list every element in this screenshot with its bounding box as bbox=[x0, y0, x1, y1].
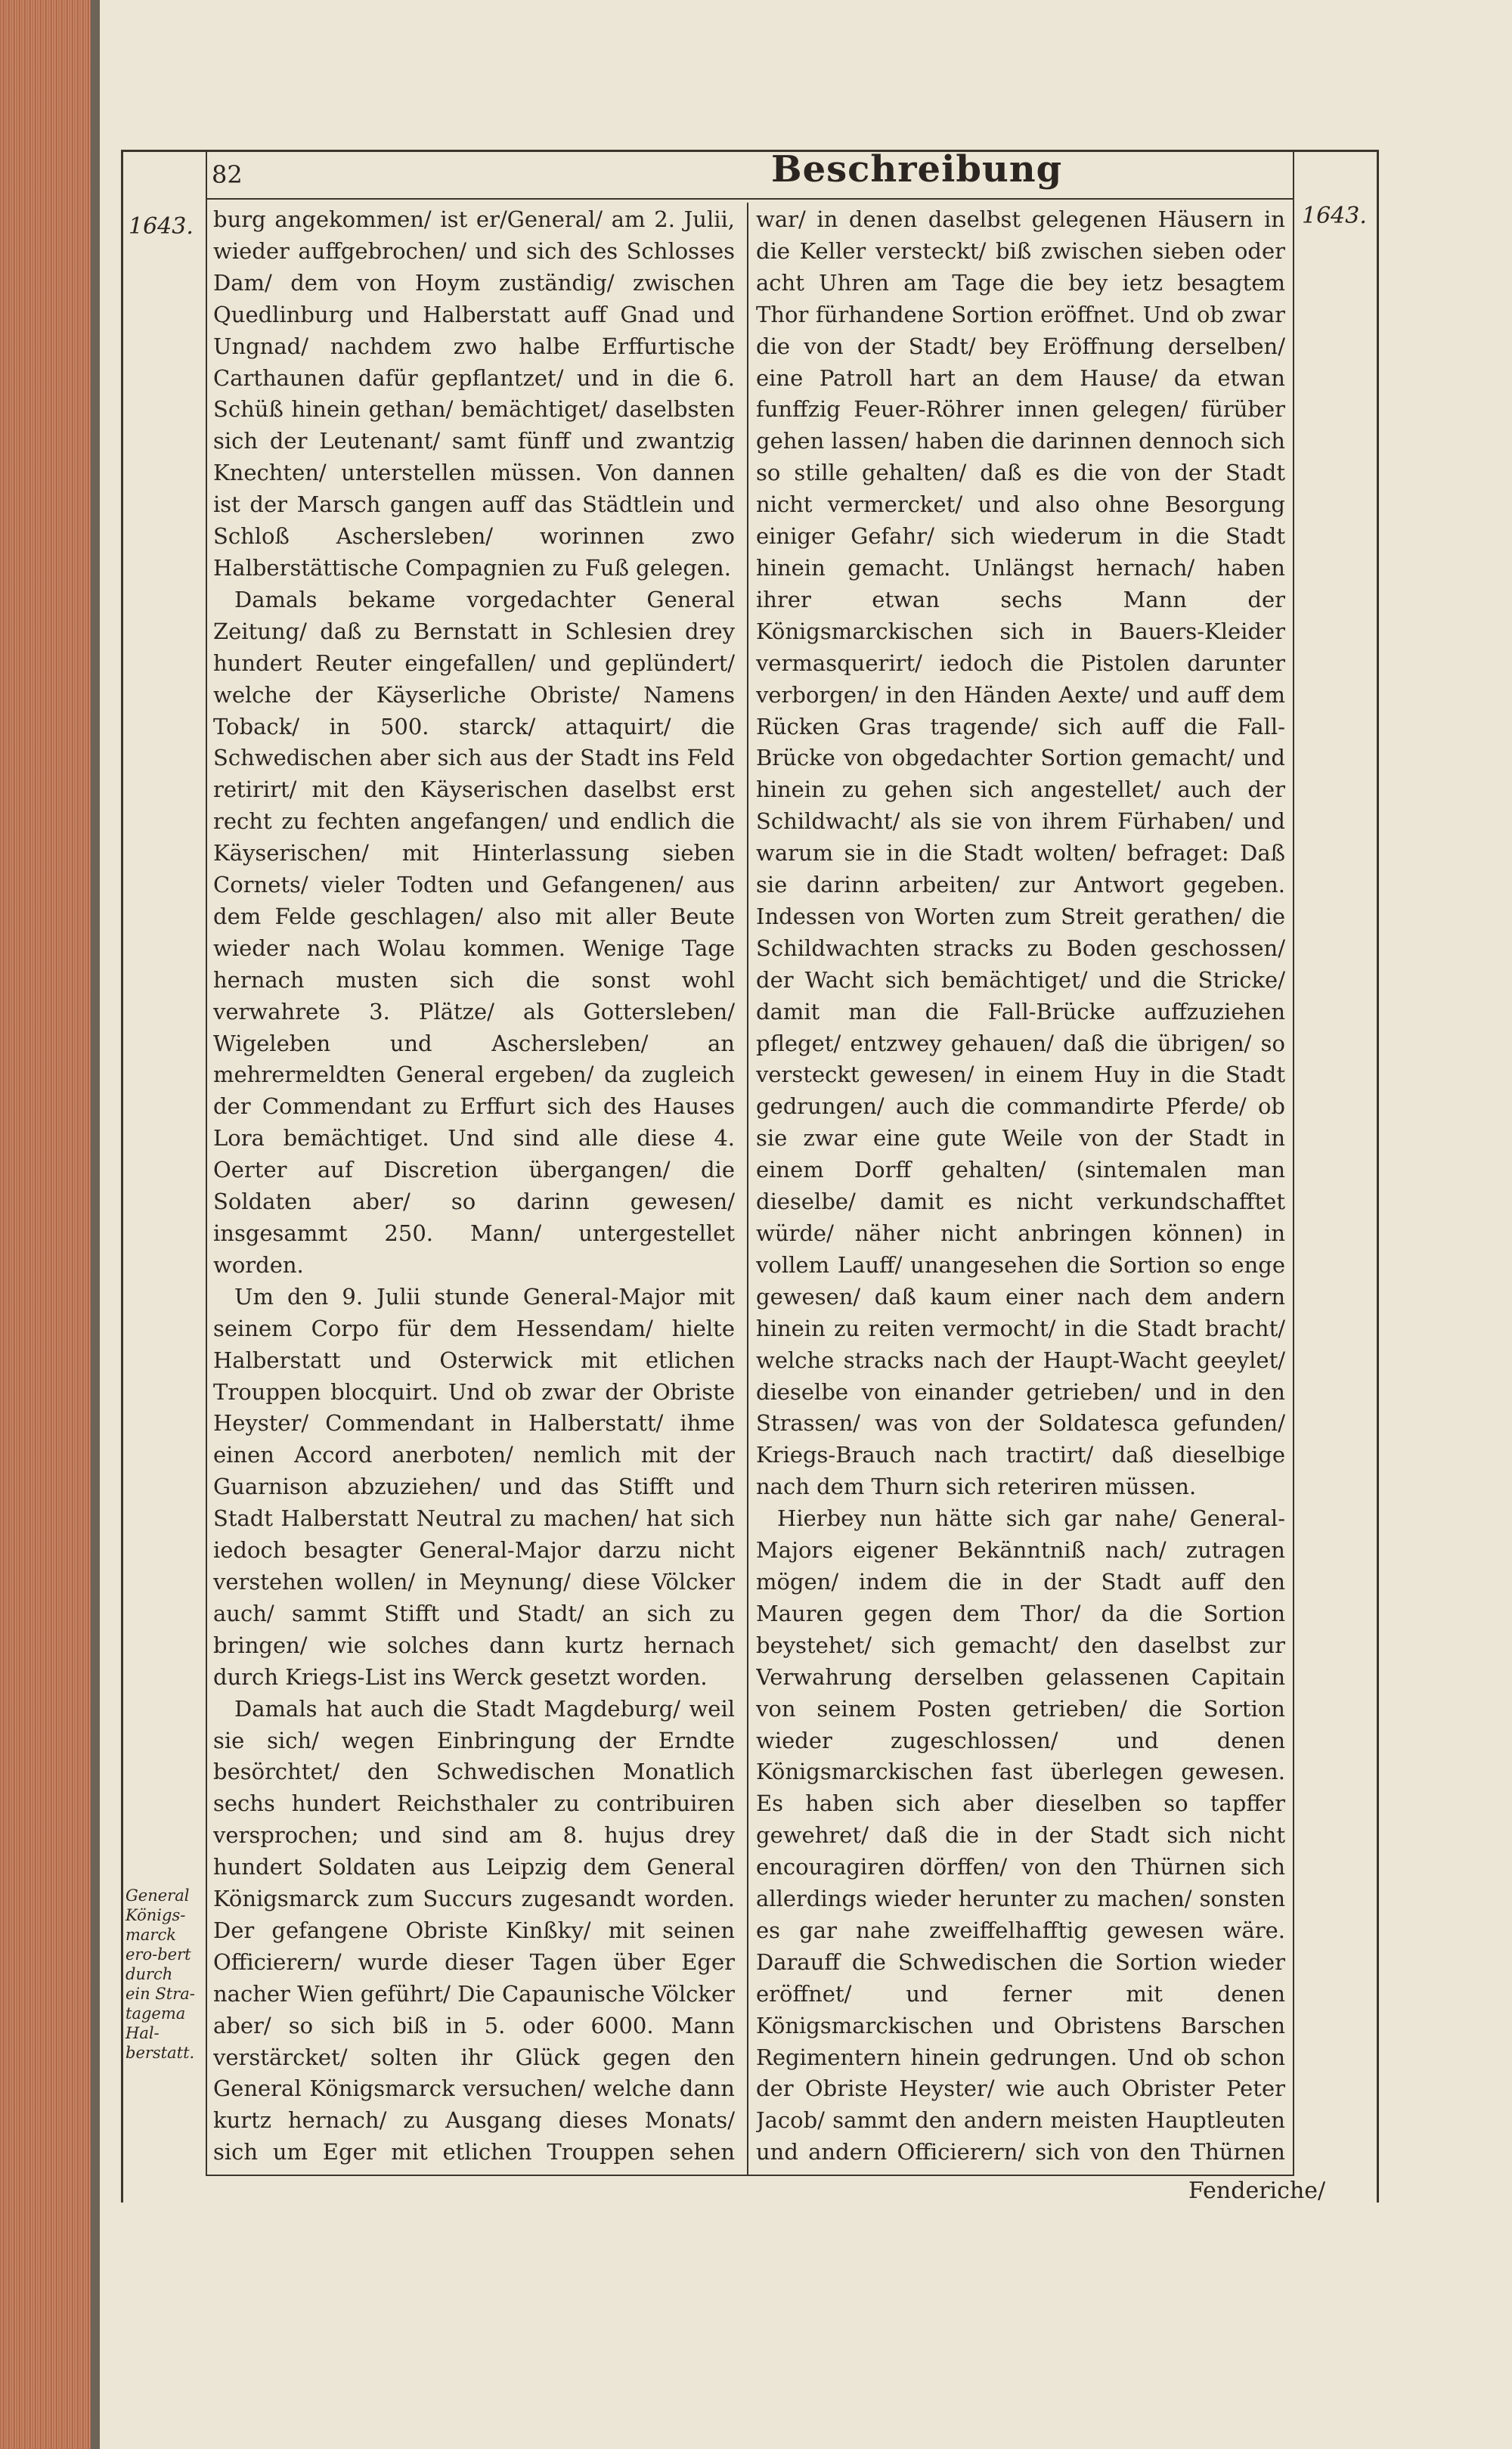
gutter-shadow bbox=[91, 0, 100, 2449]
year-marker-right: 1643. bbox=[1302, 203, 1367, 229]
margin-rule-right bbox=[1293, 150, 1294, 2176]
paragraph: burg angekommen/ ist er/General/ am 2. Julii, wieder auffgebrochen/ und sich des Schlosses Dam/ dem von Hoym zuständig/ zwischen Quedlinburg und Halberstatt auff Gnad und Ungnad/ nachdem zwo halbe Erffurtische Carthaunen dafür gepflantzet/ und in die 6. Schüß hinein gethan/ bemächtiget/ daselbsten sich der Leutenant/ samt fünff und zwantzig Knechten/ unterstellen müssen. Von dannen ist der Marsch gangen auff das Städtlein und Schloß Aschersleben/ worinnen zwo Halberstättische Compagnien zu Fuß gelegen. bbox=[213, 206, 735, 581]
paragraph: Um den 9. Julii stunde General-Major mit seinem Corpo für dem Hessendam/ hielte Halberstatt und Osterwick mit etlichen Trouppen blocquirt. Und ob zwar der Obriste Heyster/ Commendant in Halberstatt/ ihme einen Accord anerboten/ nemlich mit der Guarnison abzuziehen/ und das Stifft und Stadt Halberstatt Neutral zu machen/ hat sich iedoch besagter General-Major darzu nicht verstehen wollen/ in Meynung/ diese Völcker auch/ sammt Stifft und Stadt/ an sich zu bringen/ wie solches dann kurtz hernach durch Kriegs-List ins Werck gesetzt worden. bbox=[213, 1283, 735, 1690]
text-column-left bbox=[213, 204, 735, 2170]
marginal-note: General Königs-marck ero-bert durch ein Stra-tagema Hal-berstatt. bbox=[125, 1886, 195, 2062]
text-column-right bbox=[756, 204, 1285, 2170]
paragraph: war/ in denen daselbst gelegenen Häusern in die Keller versteckt/ biß zwischen sieben oder acht Uhren am Tage die bey ietz besagtem Thor fürhandene Sortion eröffnet. Und ob zwar die von der Stadt/ bey Eröffnung derselben/ eine Patroll hart an dem Hause/ da etwan funffzig Feuer-Röhrer innen gelegen/ fürüber gehen lassen/ haben die darinnen dennoch sich so stille gehalten/ daß es die von der Stadt nicht vermercket/ und also ohne Besorgung einiger Gefahr/ sich wiederum in die Stadt hinein gemacht. Unlängst hernach/ haben ihrer etwan sechs Mann der Königsmarckischen sich in Bauers-Kleider vermasquerirt/ iedoch die Pistolen darunter verborgen/ in den Händen Aexte/ und auff dem Rücken Gras tragende/ sich auff die Fall-Brücke von obgedachter Sortion gemacht/ und hinein zu gehen sich angestellet/ auch der Schildwacht/ als sie von ihrem Fürhaben/ und warum sie in die Stadt wolten/ befraget: Daß sie darinn arbeiten/ zur Antwort gegeben. Indessen von Worten zum Streit gerathen/ die Schildwachten stracks zu Boden geschossen/ der Wacht sich bemächtiget/ und die Stricke/ damit man die Fall-Brücke auffzuziehen pfleget/ entzwey gehauen/ daß die übrigen/ so versteckt gewesen/ in einem Huy in die Stadt gedrungen/ auch die commandirte Pferde/ ob sie zwar eine gute Weile von der Stadt in einem Dorff gehalten/ (sintemalen man dieselbe/ damit es nicht verkundschafftet würde/ näher nicht anbringen können) in vollem Lauff/ unangesehen die Sortion so enge gewesen/ daß kaum einer nach dem andern hinein zu reiten vermocht/ in die Stadt bracht/ welche stracks nach der Haupt-Wacht geeylet/ dieselbe von einander getrieben/ und in den Strassen/ was von der Soldatesca gefunden/ Kriegs-Brauch nach tractirt/ daß dieselbige nach dem Thurn sich reteriren müssen. bbox=[756, 206, 1285, 1500]
year-marker-left: 1643. bbox=[129, 213, 194, 240]
paragraph: Hierbey nun hätte sich gar nahe/ General-Majors eigener Bekänntniß nach/ zutragen mögen/ indem die in der Stadt auff den Mauren gegen dem Thor/ da die Sortion beystehet/ sich gemacht/ den daselbst zur Verwahrung derselben gelassenen Capitain von seinem Posten getrieben/ die Sortion wieder zugeschlossen/ und denen Königsmarckischen fast überlegen gewesen. Es haben sich aber dieselben so tapffer gewehret/ daß die in der Stadt sich nicht encouragiren dörffen/ von den Thürnen sich allerdings wieder herunter zu machen/ sonsten es gar nahe zweiffelhafftig gewesen wäre. Darauff die Schwedischen die Sortion wieder eröffnet/ und ferner mit denen Königsmarckischen und Obristens Barschen Regimentern hinein gedrungen. Und ob schon der Obriste Heyster/ wie auch Obrister Peter Jacob/ sammt den andern meisten Hauptleuten und andern Officierern/ sich von den Thürnen bbox=[756, 1505, 1285, 2165]
paragraph: Damals hat auch die Stadt Magdeburg/ weil sie sich/ wegen Einbringung der Erndte besörchtet/ den Schwedischen Monatlich sechs hundert Reichsthaler zu contribuiren versprochen; und sind am 8. hujus drey hundert Soldaten aus Leipzig dem General Königsmarck zum Succurs zugesandt worden. Der gefangene Obriste Kinßky/ mit seinen Officierern/ wurde dieser Tagen über Eger nacher Wien geführt/ Die Capaunische Völcker aber/ so sich biß in 5. oder 6000. Mann verstärcket/ solten ihr Glück gegen den General Königsmarck versuchen/ welche dann kurtz hernach/ zu Ausgang dieses Monats/ sich um Eger mit etlichen Trouppen sehen bbox=[213, 1695, 735, 2165]
column-divider bbox=[747, 203, 748, 2176]
header-rule bbox=[206, 198, 1294, 200]
running-title: Beschreibung bbox=[771, 148, 1063, 191]
footer-rule bbox=[206, 2175, 1294, 2176]
catchword: Fenderiche/ bbox=[1188, 2178, 1326, 2204]
margin-rule-left bbox=[206, 150, 207, 2176]
page-number: 82 bbox=[212, 160, 243, 189]
paragraph: Damals bekame vorgedachter General Zeitung/ daß zu Bernstatt in Schlesien drey hundert Reuter eingefallen/ und geplündert/ welche der Käyserliche Obriste/ Namens Toback/ in 500. starck/ attaquirt/ die Schwedischen aber sich aus der Stadt ins Feld retirirt/ mit den Käyserischen daselbst erst recht zu fechten angefangen/ und endlich die Käyserischen/ mit Hinterlassung sieben Cornets/ vieler Todten und Gefangenen/ aus dem Felde geschlagen/ also mit aller Beute wieder nach Wolau kommen. Wenige Tage hernach musten sich die sonst wohl verwahrete 3. Plätze/ als Gottersleben/ Wigeleben und Aschersleben/ an mehrermeldten General ergeben/ da zugleich der Commendant zu Erffurt sich des Hauses Lora bemächtiget. Und sind alle diese 4. Oerter auf Discretion übergangen/ die Soldaten aber/ so darinn gewesen/ insgesammt 250. Mann/ untergestellet worden. bbox=[213, 586, 735, 1278]
book-page-edge bbox=[0, 0, 91, 2449]
